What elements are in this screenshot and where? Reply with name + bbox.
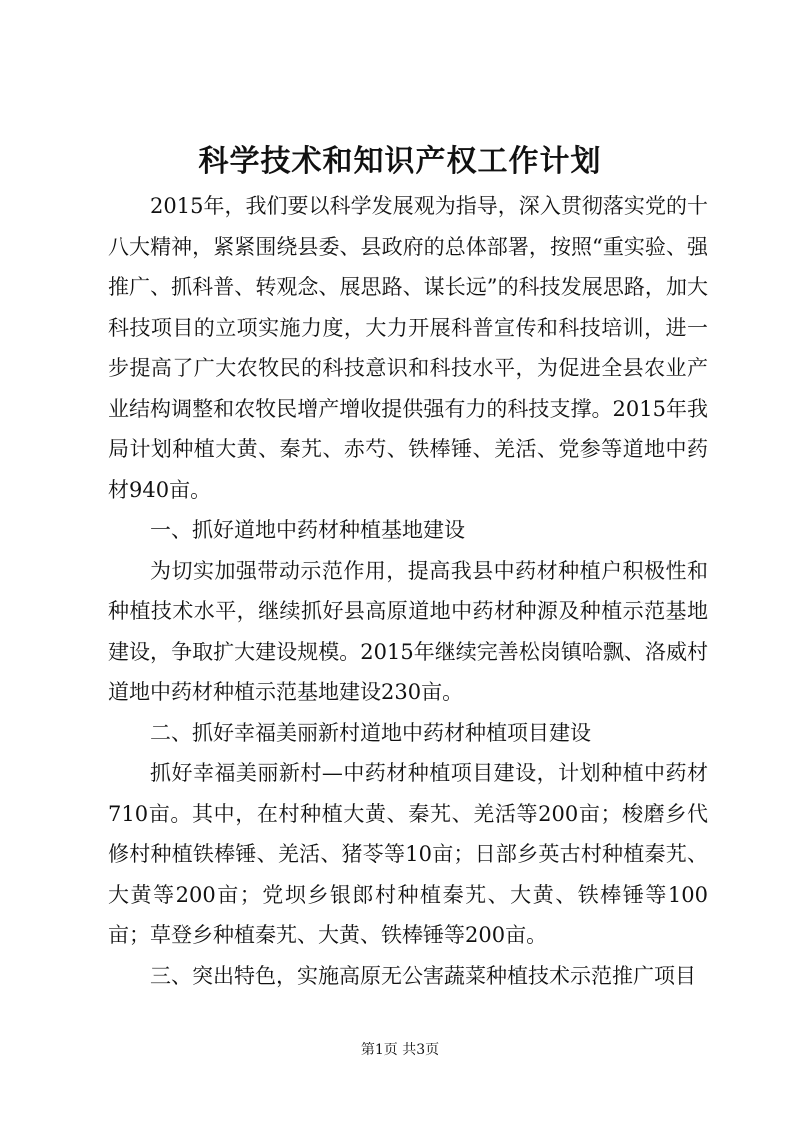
section-paragraph-1: 为切实加强带动示范作用，提高我县中药材种植户积极性和种植技术水平，继续抓好县高原道地中药材种源及种植示范基地建设，争取扩大建设规模。2015年继续完善松岗镇哈飘、洛威村道地中药材种植示范基地建设230亩。 (108, 558, 708, 704)
section-heading-1: 一、抓好道地中药材种植基地建设 (150, 518, 465, 542)
section-paragraph-2: 抓好幸福美丽新村—中药材种植项目建设，计划种植中药材710亩。其中，在村种植大黄、秦艽、羌活等200亩；梭磨乡代修村种植铁棒锤、羌活、猪苓等10亩；日部乡英古村种植秦艽、大黄等200亩；党坝乡银郎村种植秦艽、大黄、铁棒锤等100亩；草登乡种植秦艽、大黄、铁棒锤等200亩。 (108, 761, 708, 947)
document-title: 科学技术和知识产权工作计划 (198, 144, 602, 179)
section-heading-3: 三、突出特色，实施高原无公害蔬菜种植技术示范推广项目 (150, 963, 696, 988)
page-footer: 第1页 共3页 (360, 1042, 440, 1058)
intro-paragraph: 2015年，我们要以科学发展观为指导，深入贯彻落实党的十八大精神，紧紧围绕县委、县政府的总体部署，按照“重实验、强推广、抓科普、转观念、展思路、谋长远”的科技发展思路，加大科技项目的立项实施力度，大力开展科普宣传和科技培训，进一步提高了广大农牧民的科技意识和科技水平，为促进全县农业产业结构调整和农牧民增产增收提供强有力的科技支撑。2015年我局计划种植大黄、秦艽、赤芍、铁棒锤、羌活、党参等道地中药材940亩。 (108, 194, 708, 502)
document-body (108, 186, 708, 996)
section-heading-2: 二、抓好幸福美丽新村道地中药材种植项目建设 (150, 720, 591, 745)
